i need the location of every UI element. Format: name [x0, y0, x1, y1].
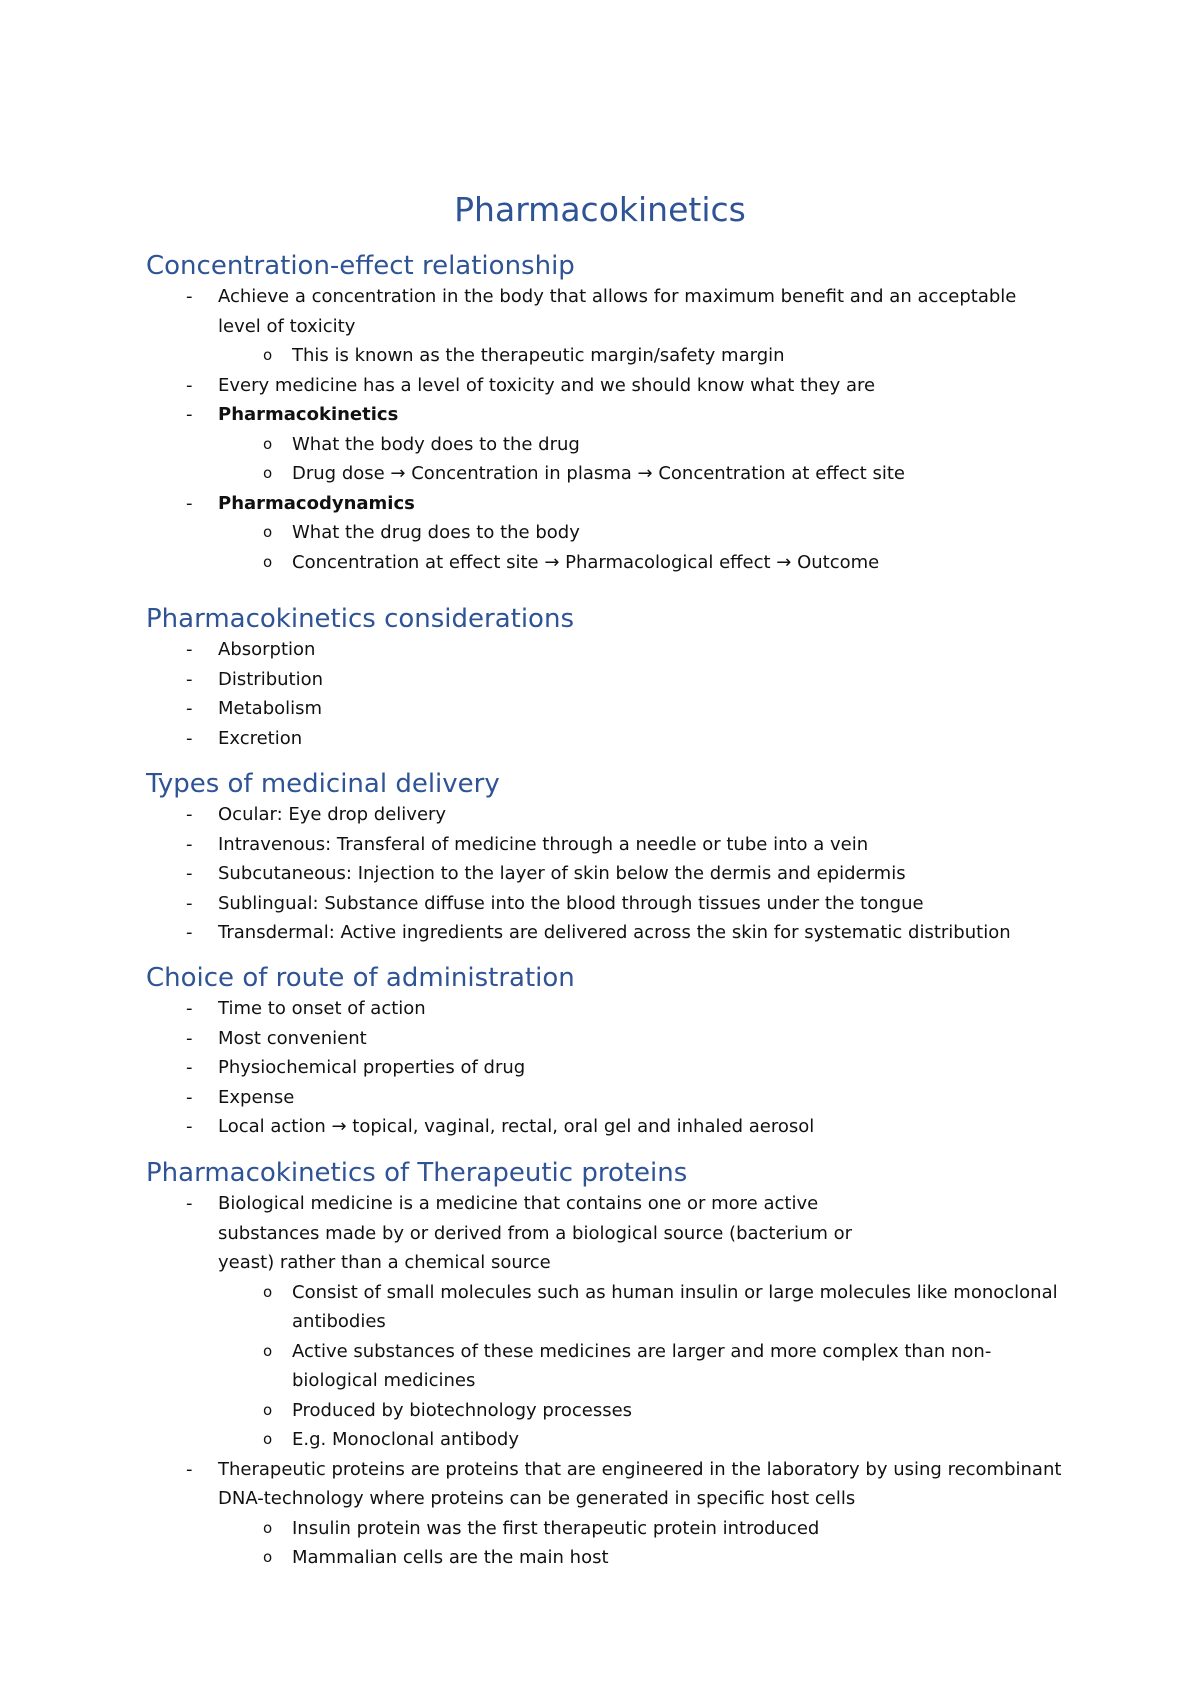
list-item: [146, 400, 1026, 489]
sub-list-item: [218, 1514, 1086, 1544]
list-item-text: Intravenous: Transferal of medicine through a needle or tube into a vein: [218, 833, 869, 855]
sub-list-item: [218, 1278, 1068, 1337]
section-concentration-effect: [146, 250, 1106, 577]
circle-bullet: o: [263, 1548, 273, 1566]
sub-item-text: Drug dose → Concentration in plasma → Concentration at effect site: [292, 463, 905, 484]
list-item-label: Pharmacokinetics: [218, 404, 399, 425]
dash-bullet: -: [186, 698, 193, 719]
page-title: Pharmacokinetics: [454, 190, 746, 230]
list-item-text: Achieve a concentration in the body that allows for maximum benefit and an acceptable level of toxicity: [218, 286, 1017, 337]
circle-bullet: o: [263, 434, 273, 453]
list-item-text: Local action → topical, vaginal, rectal, oral gel and inhaled aerosol: [218, 1116, 815, 1137]
dash-bullet: -: [186, 804, 193, 825]
dash-bullet: -: [186, 1057, 193, 1078]
list-item: [146, 994, 1106, 1024]
dash-bullet: -: [186, 1458, 193, 1480]
sub-item-text: Concentration at effect site → Pharmacological effect → Outcome: [292, 551, 880, 573]
sub-list-item: [218, 1337, 1068, 1396]
sub-list: [218, 518, 1026, 577]
sub-list-item: [218, 430, 1026, 460]
dash-bullet: -: [186, 286, 193, 307]
dash-bullet: -: [186, 492, 193, 514]
sub-item-text: This is known as the therapeutic margin/safety margin: [292, 345, 785, 366]
circle-bullet: o: [263, 1518, 273, 1537]
sub-item-text: Insulin protein was the first therapeutic protein introduced: [292, 1517, 820, 1539]
dash-bullet: -: [186, 833, 193, 855]
sub-item-text: Consist of small molecules such as human insulin or large molecules like monoclonal antibodies: [292, 1281, 1058, 1332]
sub-list-item: [218, 459, 1026, 489]
sub-list: [218, 1278, 1068, 1455]
sub-item-text: Active substances of these medicines are larger and more complex than non-biological medicines: [292, 1340, 992, 1391]
sub-list: [218, 430, 1026, 489]
dash-bullet: -: [186, 404, 193, 425]
dash-bullet: -: [186, 998, 193, 1019]
list-item-text: Ocular: Eye drop delivery: [218, 804, 447, 825]
list-item: [146, 1083, 1106, 1113]
list-item-text: Time to onset of action: [218, 998, 426, 1019]
sub-item-text: Produced by biotechnology processes: [292, 1399, 633, 1421]
list-item-text: Subcutaneous: Injection to the layer of skin below the dermis and epidermis: [218, 863, 906, 884]
list-item: [146, 1024, 1106, 1054]
circle-bullet: o: [263, 346, 273, 364]
list-item-label: Pharmacodynamics: [218, 492, 415, 514]
list-item-text: Excretion: [218, 727, 303, 749]
sub-list-item: [218, 1396, 1068, 1426]
list-item-text: Therapeutic proteins are proteins that are engineered in the laboratory by using recombinant DNA-technology where proteins can be generated in specific host cells: [218, 1458, 1062, 1509]
dash-bullet: -: [186, 668, 193, 690]
dash-bullet: -: [186, 374, 193, 396]
bullet-list: [146, 800, 1106, 948]
dash-bullet: -: [186, 863, 193, 884]
list-item: [146, 918, 1106, 948]
dash-bullet: -: [186, 922, 193, 943]
dash-bullet: -: [186, 1116, 193, 1137]
circle-bullet: o: [263, 523, 273, 541]
circle-bullet: o: [263, 464, 273, 482]
sub-list-item: [218, 548, 1026, 578]
section-heading: Types of medicinal delivery: [146, 769, 500, 799]
sub-list-item: [218, 1543, 1086, 1573]
sub-list: [218, 341, 1026, 371]
list-item: [146, 889, 1106, 919]
section-medicinal-delivery: [146, 768, 1106, 948]
sub-item-text: What the body does to the drug: [292, 433, 580, 455]
dash-bullet: -: [186, 727, 193, 749]
dash-bullet: -: [186, 1086, 193, 1108]
bullet-list: [146, 635, 1106, 753]
list-item-text: Distribution: [218, 668, 324, 690]
section-route-administration: [146, 962, 1106, 1142]
list-item: [146, 694, 1106, 724]
list-item: [146, 282, 1026, 371]
list-item: [146, 1189, 1058, 1455]
list-item-text: Transdermal: Active ingredients are delivered across the skin for systematic distribution: [218, 922, 1011, 943]
circle-bullet: o: [263, 552, 273, 571]
list-item-text: Metabolism: [218, 698, 323, 719]
list-item-text: Every medicine has a level of toxicity and we should know what they are: [218, 374, 876, 396]
list-item: [146, 489, 1026, 578]
sub-item-text: E.g. Monoclonal antibody: [292, 1429, 520, 1450]
sub-list-item: [218, 341, 1026, 371]
list-item: [146, 371, 1026, 401]
bullet-list: [146, 282, 1026, 577]
bullet-list: [146, 1189, 1086, 1573]
list-item: [146, 1455, 1086, 1573]
list-item-text: Expense: [218, 1086, 295, 1108]
circle-bullet: o: [263, 1400, 273, 1419]
circle-bullet: o: [263, 1282, 273, 1301]
list-item-text: Most convenient: [218, 1027, 367, 1049]
section-pk-considerations: [146, 603, 1106, 753]
list-item: [146, 830, 1106, 860]
circle-bullet: o: [263, 1430, 273, 1448]
dash-bullet: -: [186, 639, 193, 660]
section-heading: Choice of route of administration: [146, 963, 575, 993]
list-item: [146, 800, 1106, 830]
sub-item-text: What the drug does to the body: [292, 522, 580, 543]
dash-bullet: -: [186, 1193, 193, 1214]
sub-item-text: Mammalian cells are the main host: [292, 1547, 609, 1568]
list-item: [146, 859, 1106, 889]
bullet-list: [146, 994, 1106, 1142]
dash-bullet: -: [186, 892, 193, 914]
circle-bullet: o: [263, 1341, 273, 1360]
section-heading: Concentration-effect relationship: [146, 251, 575, 281]
section-heading: Pharmacokinetics of Therapeutic proteins: [146, 1158, 688, 1188]
list-item-text: Biological medicine is a medicine that contains one or more active substances made by or derived from a biological source (bacterium or yeast) rather than a chemical source: [218, 1193, 853, 1273]
list-item: [146, 1053, 1106, 1083]
list-item-text: Physiochemical properties of drug: [218, 1057, 526, 1078]
list-item: [146, 635, 1106, 665]
sub-list-item: [218, 518, 1026, 548]
list-item: [146, 1112, 1106, 1142]
section-heading: Pharmacokinetics considerations: [146, 604, 574, 634]
list-item: [146, 724, 1106, 754]
list-item-text: Absorption: [218, 639, 316, 660]
sub-list: [218, 1514, 1086, 1573]
list-item: [146, 665, 1106, 695]
dash-bullet: -: [186, 1027, 193, 1049]
section-therapeutic-proteins: [146, 1157, 1106, 1573]
list-item-text: Sublingual: Substance diffuse into the blood through tissues under the tongue: [218, 892, 924, 914]
sub-list-item: [218, 1425, 1068, 1455]
